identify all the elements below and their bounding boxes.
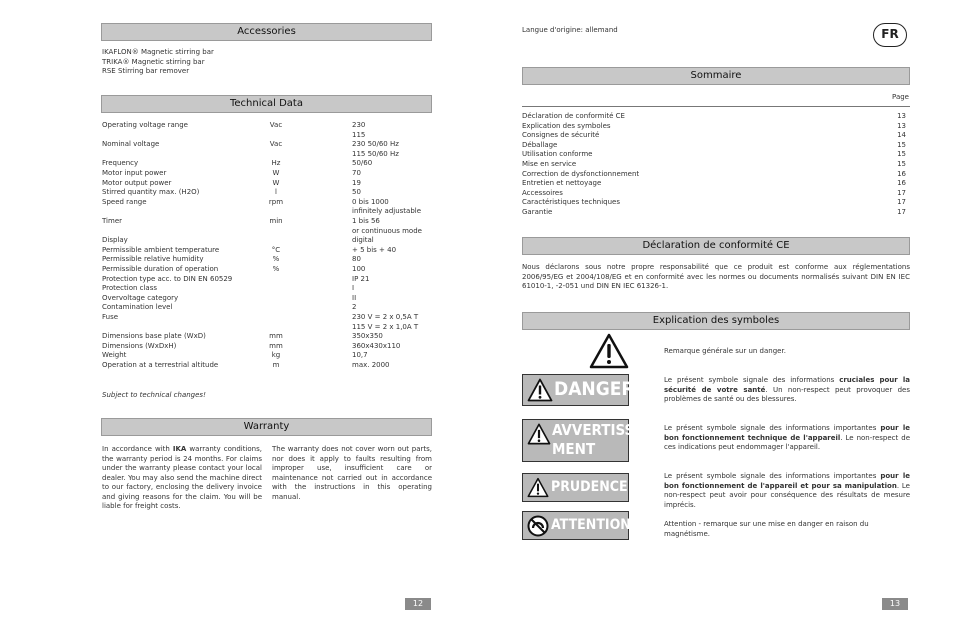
warning-symbol [522,419,650,462]
tech-row-unit: m [272,361,280,369]
page-number-right: 13 [882,598,908,610]
declaration-header: Déclaration de conformité CE [522,237,910,255]
tech-row-value: or continuous mode [352,226,422,235]
tech-row-label: Overvoltage category [102,293,179,302]
tech-row-value: 115 [352,130,366,139]
origin-language: Langue d'origine: allemand [522,26,618,34]
tech-row-label: Frequency [102,159,139,168]
tech-row-label: Protection type acc. to DIN EN 60529 [102,274,233,283]
tech-row-unit: % [272,265,280,273]
tech-row-label: Fuse [102,313,119,321]
tech-row-value: infinitely adjustable [352,207,422,216]
tech-row-value: 350x350 [352,332,383,341]
tech-row-label: Motor output power [102,178,172,187]
symbol-text: Le présent symbole signale des informations importantes [664,472,881,480]
symbols-header: Explication des symboles [522,312,910,330]
tech-row-value: 115 50/60 Hz [352,149,399,158]
symbol-text: . Le non-respect peut avoir pour conséquence des résultats de mesure imprécis. [664,481,910,509]
accessory-item: IKAFLON® Magnetic stirring bar [102,48,214,56]
symbol-text: . Un non-respect peut provoquer des problèmes de santé ou des blessures. [664,385,910,403]
tech-row-label: Nominal voltage [102,140,160,149]
symbol-caution-text [664,472,910,510]
sommaire-item-page: 13 [897,121,906,130]
symbol-attention-text: Attention - remarque sur une mise en danger en raison du magnétisme. [664,520,869,538]
language-badge: FR [873,23,907,47]
tech-row-label: Timer [102,217,123,225]
tech-row-label: Dimensions base plate (WxD) [102,332,206,341]
sommaire-item-label: Consignes de sécurité [522,131,600,140]
caution-label: PRUDENCE [551,479,628,495]
tech-row-value: 80 [352,255,361,264]
sommaire-item-label: Entretien et nettoyage [522,179,602,188]
caution-symbol [522,473,629,502]
tech-row-value: 1 bis 56 [352,217,380,225]
tech-row-label: Operating voltage range [102,121,188,129]
warranty-text: In accordance with [102,445,173,453]
tech-row-unit: Vac [269,140,283,149]
sommaire-item-page: 17 [897,198,906,207]
tech-row-value: 360x430x110 [352,341,401,350]
sommaire-item-page: 13 [897,112,906,120]
sommaire-item-label: Mise en service [522,160,577,168]
sommaire-item-page: 17 [897,188,906,197]
tech-row-unit: l [275,188,277,197]
tech-row-value: + 5 bis + 40 [352,245,397,254]
tech-row-value: 115 V = 2 x 1,0A T [352,322,419,331]
tech-row-unit: kg [271,351,281,360]
tech-row-value: 50 [352,188,361,197]
warranty-text-col1 [102,445,262,512]
warning-triangle-icon [527,423,551,445]
tech-row-value: 19 [352,178,361,187]
sommaire-item-page: 17 [897,208,906,216]
tech-row-value: 230 V = 2 x 0,5A T [352,313,419,321]
tech-row-value: 50/60 [352,159,373,168]
symbol-warning-text [664,424,910,453]
tech-row-unit: Vac [269,121,283,129]
warning-label-line2: MENT [552,440,596,458]
symbol-text: Le présent symbole signale des informations [664,376,840,384]
sommaire-item-page: 15 [897,140,906,149]
tech-row-unit: mm [269,332,283,341]
symbol-general-text: Remarque générale sur un danger. [664,347,786,355]
tech-row-unit: °C [271,245,281,254]
sommaire-item-page: 14 [897,131,906,140]
symbol-danger-text [664,376,910,405]
sommaire-item-page: 15 [897,160,906,168]
sommaire-item-page: 16 [897,179,906,188]
warning-triangle-icon [527,477,549,498]
sommaire-divider [522,106,910,107]
symbol-text-bold: pour le bon fonctionnement technique de l'appareil [664,424,910,442]
accessories-header: Accessories [101,23,432,41]
tech-row-value: max. 2000 [352,361,390,369]
sommaire-item-label: Correction de dysfonctionnement [522,169,640,178]
tech-row-label: Permissible duration of operation [102,265,219,273]
tech-row-value: digital [352,236,374,245]
tech-row-label: Operation at a terrestrial altitude [102,361,219,369]
sommaire-item-label: Utilisation conforme [522,150,593,159]
page-number-left: 12 [405,598,431,610]
symbol-text: Le présent symbole signale des informations importantes [664,424,881,432]
tech-row-label: Speed range [102,197,147,206]
sommaire-item-page: 16 [897,169,906,178]
tech-row-label: Motor input power [102,169,167,177]
tech-row-value: II [352,293,357,302]
symbol-text: . Le non-respect de ces indications peut endommager l'appareil. [664,433,910,451]
sommaire-header: Sommaire [522,67,910,85]
tech-row-unit: mm [269,341,283,350]
warranty-text: warranty conditions, the warranty period is 24 months. For claims under the warranty please contact your local dealer. You may also send the machine direct to our factory, enclosing the delivery invoice and giving reasons for the claim. You will be liable for freight costs. [102,445,262,510]
accessory-item: TRIKA® Magnetic stirring bar [102,57,205,66]
danger-label: DANGER [554,378,635,400]
attention-label: ATTENTION [551,517,631,533]
tech-row-label: Protection class [102,284,158,293]
tech-row-value: 230 50/60 Hz [352,140,399,149]
sommaire-item-label: Explication des symboles [522,121,611,130]
tech-row-label: Display [102,236,128,245]
symbol-text-bold: cruciales pour la sécurité de votre santé [664,376,910,394]
tech-row-value: 10,7 [352,351,368,360]
brand-name: IKA [172,445,187,453]
magnet-prohibition-icon [527,515,549,537]
sommaire-item-label: Caractéristiques techniques [522,198,621,207]
tech-row-value: I [352,284,355,293]
tech-row-label: Contamination level [102,303,173,312]
warning-triangle-icon [527,378,553,402]
technical-note: Subject to technical changes! [102,391,206,399]
declaration-text: Nous déclarons sous notre propre responsabilité que ce produit est conforme aux réglementations 2006/95/EG et 2004/108/EG et en conformité avec les normes ou documents normalisés suivant DIN EN IEC 61010-1, -2-051 und DIN EN IEC 61326-1. [522,263,910,290]
warranty-header: Warranty [101,418,432,436]
tech-row-value: IP 21 [352,274,370,283]
tech-row-value: 2 [352,303,357,312]
sommaire-item-label: Déclaration de conformité CE [522,112,625,120]
tech-row-label: Weight [102,351,127,360]
tech-row-value: 0 bis 1000 [352,197,389,206]
tech-row-label: Stirred quantity max. (H2O) [102,188,200,197]
sommaire-item-label: Déballage [522,140,558,149]
tech-row-unit: min [269,217,283,225]
tech-row-label: Permissible relative humidity [102,255,204,264]
danger-symbol [522,374,635,406]
sommaire-page-label: Page [892,93,909,101]
tech-row-value: 230 [352,121,366,129]
accessory-item: RSE Stirring bar remover [102,67,190,75]
technical-data-header: Technical Data [101,95,432,113]
warning-label-line1: AVVERTISSE- [552,421,650,439]
sommaire-item-label: Garantie [522,208,553,216]
sommaire-item-label: Accessoires [522,188,563,197]
warning-triangle-icon [589,333,629,369]
symbol-text-bold: pour le bon fonctionnement de l'appareil et pour sa manipulation [664,472,910,490]
tech-row-value: 100 [352,265,366,273]
tech-row-unit: W [272,169,280,177]
tech-row-unit: W [272,178,280,187]
tech-row-label: Permissible ambient temperature [102,245,220,254]
tech-row-unit: Hz [271,159,281,168]
tech-row-unit: rpm [268,197,284,206]
warranty-text-col2: The warranty does not cover worn out parts, nor does it apply to faults resulting from improper use, insufficient care or maintenance not carried out in accordance with the instructions in this operating manual. [272,445,432,501]
accessories-list [102,48,214,77]
sommaire-item-page: 15 [897,150,906,159]
tech-row-value: 70 [352,169,361,177]
tech-row-label: Dimensions (WxDxH) [102,341,177,350]
tech-row-unit: % [272,255,280,264]
attention-symbol [522,511,629,540]
